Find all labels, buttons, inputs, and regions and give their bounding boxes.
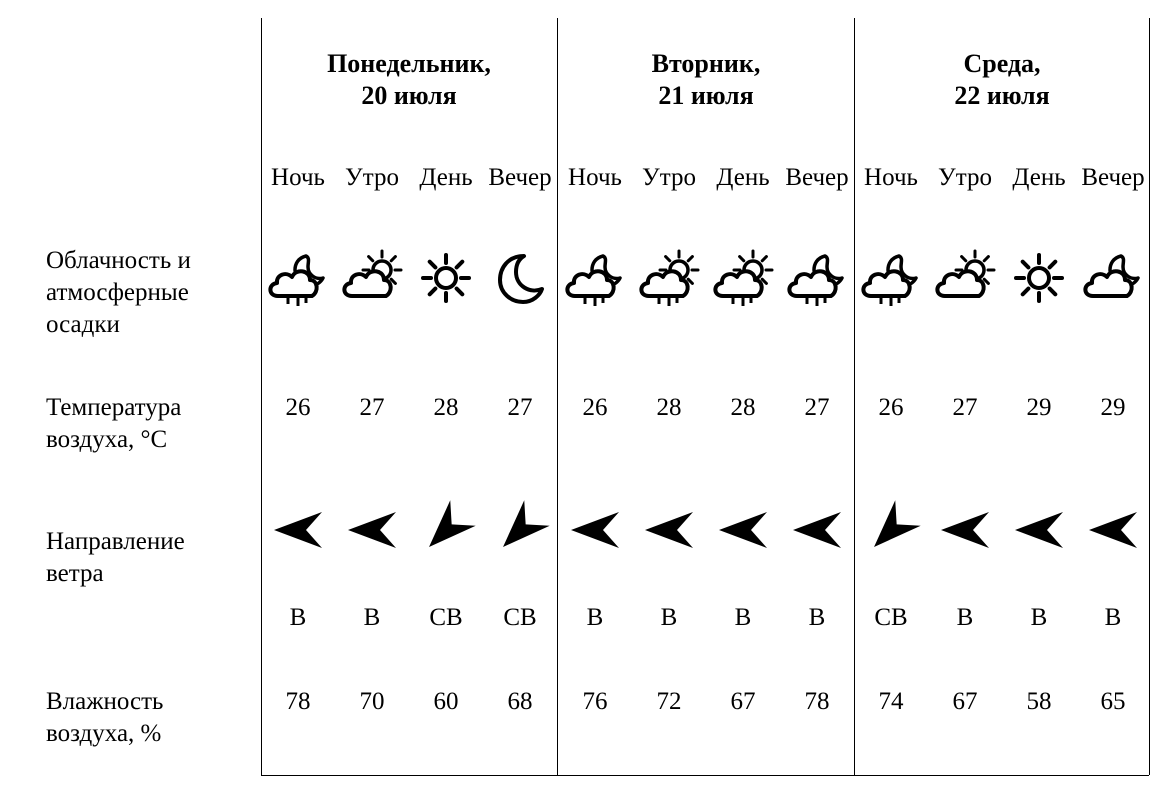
wind-cell	[409, 500, 483, 560]
sun-cloud-rain-icon	[639, 248, 699, 308]
weather-cell	[1002, 248, 1076, 308]
wind-direction: СВ	[874, 604, 908, 631]
row-label-wind: Направление ветра	[46, 528, 185, 587]
wind-direction: В	[1030, 604, 1048, 631]
humidity-value: 58	[1026, 688, 1052, 715]
weather-cell	[706, 248, 780, 308]
wind-direction: В	[363, 604, 381, 631]
moon-cloud-icon	[1083, 248, 1143, 308]
humidity-value: 78	[285, 688, 311, 715]
wind-cell	[335, 500, 409, 560]
weather-cell	[854, 248, 928, 308]
moon-cloud-rain-icon	[565, 248, 625, 308]
weather-cell	[1076, 248, 1150, 308]
period-label: Утро	[938, 164, 992, 191]
weather-cell	[483, 248, 557, 308]
wind-cell	[928, 500, 1002, 560]
humidity-value: 60	[433, 688, 459, 715]
wind-arrow-icon	[935, 500, 995, 560]
wind-direction: В	[734, 604, 752, 631]
wind-arrow-icon	[565, 500, 625, 560]
sun-cloud-rain-icon	[713, 248, 773, 308]
humidity-value: 78	[804, 688, 830, 715]
temperature-value: 28	[433, 394, 459, 421]
weather-cell	[409, 248, 483, 308]
humidity-value: 67	[952, 688, 978, 715]
wind-arrow-icon	[639, 500, 699, 560]
day-header: Среда, 22 июля	[954, 49, 1050, 110]
wind-arrow-icon	[490, 500, 550, 560]
period-label: Ночь	[271, 164, 325, 191]
wind-direction: В	[1104, 604, 1122, 631]
wind-direction: СВ	[429, 604, 463, 631]
row-label-clouds: Облачность и атмосферные осадки	[46, 247, 191, 338]
weather-cell	[780, 248, 854, 308]
temperature-value: 29	[1100, 394, 1126, 421]
humidity-value: 70	[359, 688, 385, 715]
temperature-value: 26	[878, 394, 904, 421]
period-label: Утро	[345, 164, 399, 191]
wind-direction: В	[808, 604, 826, 631]
weather-cell	[335, 248, 409, 308]
moon-cloud-rain-icon	[268, 248, 328, 308]
wind-cell	[261, 500, 335, 560]
humidity-value: 72	[656, 688, 682, 715]
wind-direction: В	[956, 604, 974, 631]
moon-cloud-rain-icon	[787, 248, 847, 308]
period-label: День	[716, 164, 770, 191]
sun-cloud-icon	[935, 248, 995, 308]
sun-icon	[1009, 248, 1069, 308]
period-label: Вечер	[488, 164, 552, 191]
period-label: День	[419, 164, 473, 191]
wind-cell	[1002, 500, 1076, 560]
wind-arrow-icon	[861, 500, 921, 560]
wind-arrow-icon	[268, 500, 328, 560]
period-label: Ночь	[568, 164, 622, 191]
humidity-value: 65	[1100, 688, 1126, 715]
table-bottom-border	[261, 775, 1149, 776]
temperature-value: 26	[285, 394, 311, 421]
wind-arrow-icon	[713, 500, 773, 560]
humidity-value: 67	[730, 688, 756, 715]
wind-arrow-icon	[416, 500, 476, 560]
temperature-value: 27	[952, 394, 978, 421]
row-label-humidity: Влажность воздуха, %	[46, 688, 164, 747]
weather-cell	[632, 248, 706, 308]
wind-cell	[558, 500, 632, 560]
temperature-value: 27	[359, 394, 385, 421]
temperature-value: 27	[507, 394, 533, 421]
row-label-temperature: Температура воздуха, °C	[46, 394, 182, 453]
temperature-value: 27	[804, 394, 830, 421]
wind-cell	[483, 500, 557, 560]
temperature-value: 28	[730, 394, 756, 421]
weather-cell	[558, 248, 632, 308]
wind-cell	[706, 500, 780, 560]
wind-cell	[1076, 500, 1150, 560]
wind-direction: В	[289, 604, 307, 631]
wind-cell	[632, 500, 706, 560]
humidity-value: 76	[582, 688, 608, 715]
sun-cloud-icon	[342, 248, 402, 308]
weather-cell	[928, 248, 1002, 308]
wind-arrow-icon	[787, 500, 847, 560]
temperature-value: 29	[1026, 394, 1052, 421]
wind-arrow-icon	[342, 500, 402, 560]
humidity-value: 74	[878, 688, 904, 715]
period-label: День	[1012, 164, 1066, 191]
wind-cell	[854, 500, 928, 560]
day-header: Вторник, 21 июля	[651, 49, 761, 110]
weather-cell	[261, 248, 335, 308]
moon-cloud-rain-icon	[861, 248, 921, 308]
wind-direction: В	[660, 604, 678, 631]
wind-direction: В	[586, 604, 604, 631]
wind-arrow-icon	[1083, 500, 1143, 560]
day-header: Понедельник, 20 июля	[327, 49, 491, 110]
wind-cell	[780, 500, 854, 560]
moon-icon	[490, 248, 550, 308]
temperature-value: 28	[656, 394, 682, 421]
sun-icon	[416, 248, 476, 308]
wind-arrow-icon	[1009, 500, 1069, 560]
wind-direction: СВ	[503, 604, 537, 631]
period-label: Вечер	[1081, 164, 1145, 191]
period-label: Вечер	[785, 164, 849, 191]
humidity-value: 68	[507, 688, 533, 715]
period-label: Ночь	[864, 164, 918, 191]
period-label: Утро	[642, 164, 696, 191]
temperature-value: 26	[582, 394, 608, 421]
